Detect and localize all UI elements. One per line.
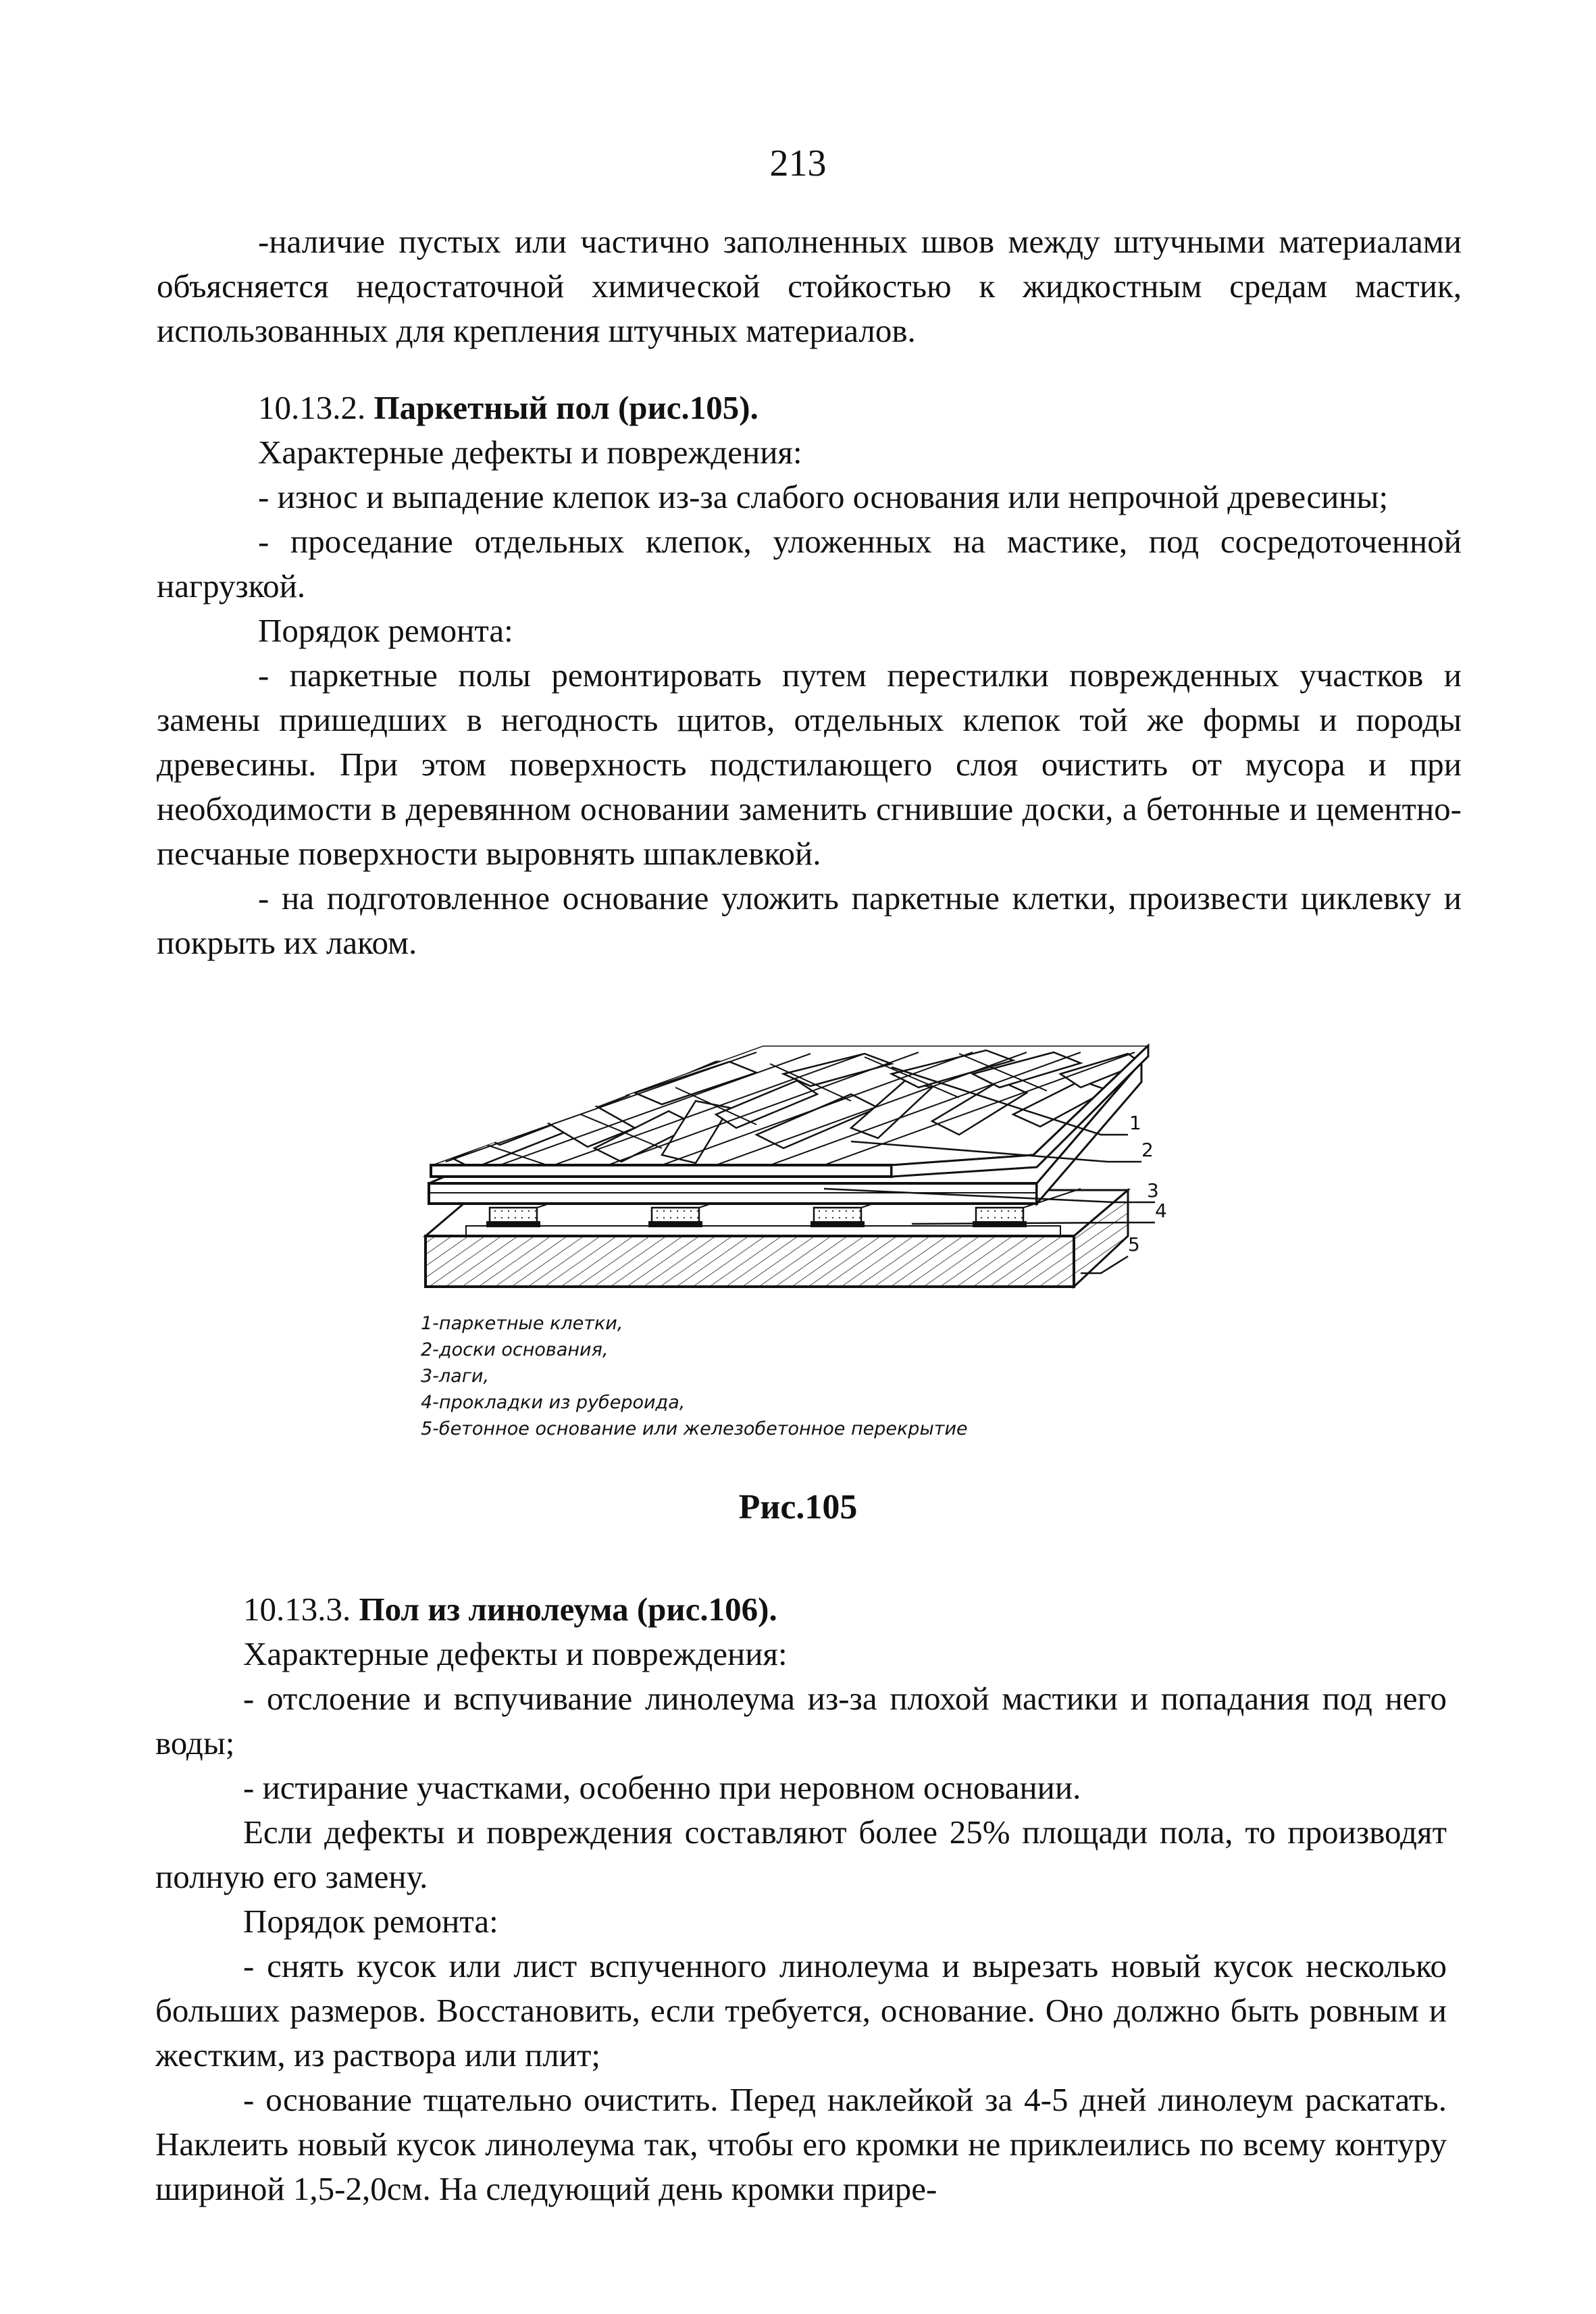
legend-item: 3-лаги, bbox=[421, 1366, 490, 1387]
page-number: 213 bbox=[769, 143, 827, 184]
callout-3: 3 bbox=[1147, 1179, 1159, 1202]
section-number: 10.13.2. bbox=[258, 389, 366, 426]
defects-heading: Характерные дефекты и повреждения: bbox=[258, 434, 802, 471]
legend-item: 4-прокладки из рубероида, bbox=[421, 1392, 686, 1413]
callout-4: 4 bbox=[1155, 1200, 1167, 1222]
repair-item: - основание тщательно очистить. Перед наклейкой за 4-5 дней линолеум раскатать. Наклеить новый кусок линолеума так, чтобы его кромки не приклеились по всему контуру шириной 1,5-2,0см. На следующий день кромки прире- bbox=[155, 2081, 1447, 2207]
legend-item: 5-бетонное основание или железобетонное перекрытие bbox=[421, 1418, 968, 1439]
section-heading-linoleum bbox=[155, 1587, 1447, 1632]
text-block-upper bbox=[157, 220, 1462, 965]
figure-caption: Рис.105 bbox=[738, 1488, 858, 1526]
defect-item: - истирание участками, особенно при неровном основании. bbox=[243, 1769, 1081, 1806]
section-heading-parquet bbox=[157, 386, 1462, 430]
repair-heading: Порядок ремонта: bbox=[258, 612, 513, 649]
repair-item: - снять кусок или лист вспученного линолеума и вырезать новый кусок несколько больших размеров. Восстановить, если требуется, основание. Оно должно быть ровным и жестким, из раствора или плит; bbox=[155, 1947, 1447, 2074]
section-title: Пол из линолеума (рис.106). bbox=[359, 1591, 777, 1628]
callout-2: 2 bbox=[1141, 1139, 1154, 1161]
defect-item: - проседание отдельных клепок, уложенных на мастике, под сосредоточенной нагрузкой. bbox=[157, 523, 1462, 605]
defects-heading: Характерные дефекты и повреждения: bbox=[243, 1635, 788, 1672]
callout-1: 1 bbox=[1129, 1112, 1141, 1134]
figure-legend bbox=[421, 1310, 1096, 1442]
section-title: Паркетный пол (рис.105). bbox=[374, 389, 758, 426]
defect-item: - отслоение и вспучивание линолеума из-за плохой мастики и попадания под него воды; bbox=[155, 1680, 1447, 1762]
legend-item: 1-паркетные клетки, bbox=[421, 1313, 623, 1334]
callout-5: 5 bbox=[1128, 1233, 1140, 1256]
section-number: 10.13.3. bbox=[243, 1591, 351, 1628]
repair-heading: Порядок ремонта: bbox=[243, 1903, 498, 1940]
repair-item: - на подготовленное основание уложить паркетные клетки, произвести циклевку и покрыть их лаком. bbox=[157, 879, 1462, 961]
text-block-lower bbox=[155, 1503, 1447, 2211]
legend-item: 2-доски основания, bbox=[421, 1339, 609, 1360]
repair-item: - паркетные полы ремонтировать путем перестилки поврежденных участков и замены пришедших в негодность щитов, отдельных клепок той же формы и породы древесины. При этом поверхность подстилающего слоя очистить от мусора и при необходимости в деревянном основании заменить сгнившие доски, а бетонные и цементно-песчаные поверхности выровнять шпаклевкой. bbox=[157, 657, 1462, 872]
intro-paragraph: -наличие пустых или частично заполненных швов между штучными материалами объясняется недостаточной химической стойкостью к жидкостным средам мастик, использованных для крепления штучных материалов. bbox=[157, 223, 1462, 349]
replacement-note: Если дефекты и повреждения составляют более 25% площади пола, то производят полную его замену. bbox=[155, 1814, 1447, 1895]
defect-item: - износ и выпадение клепок из-за слабого основания или непрочной древесины; bbox=[258, 478, 1389, 515]
